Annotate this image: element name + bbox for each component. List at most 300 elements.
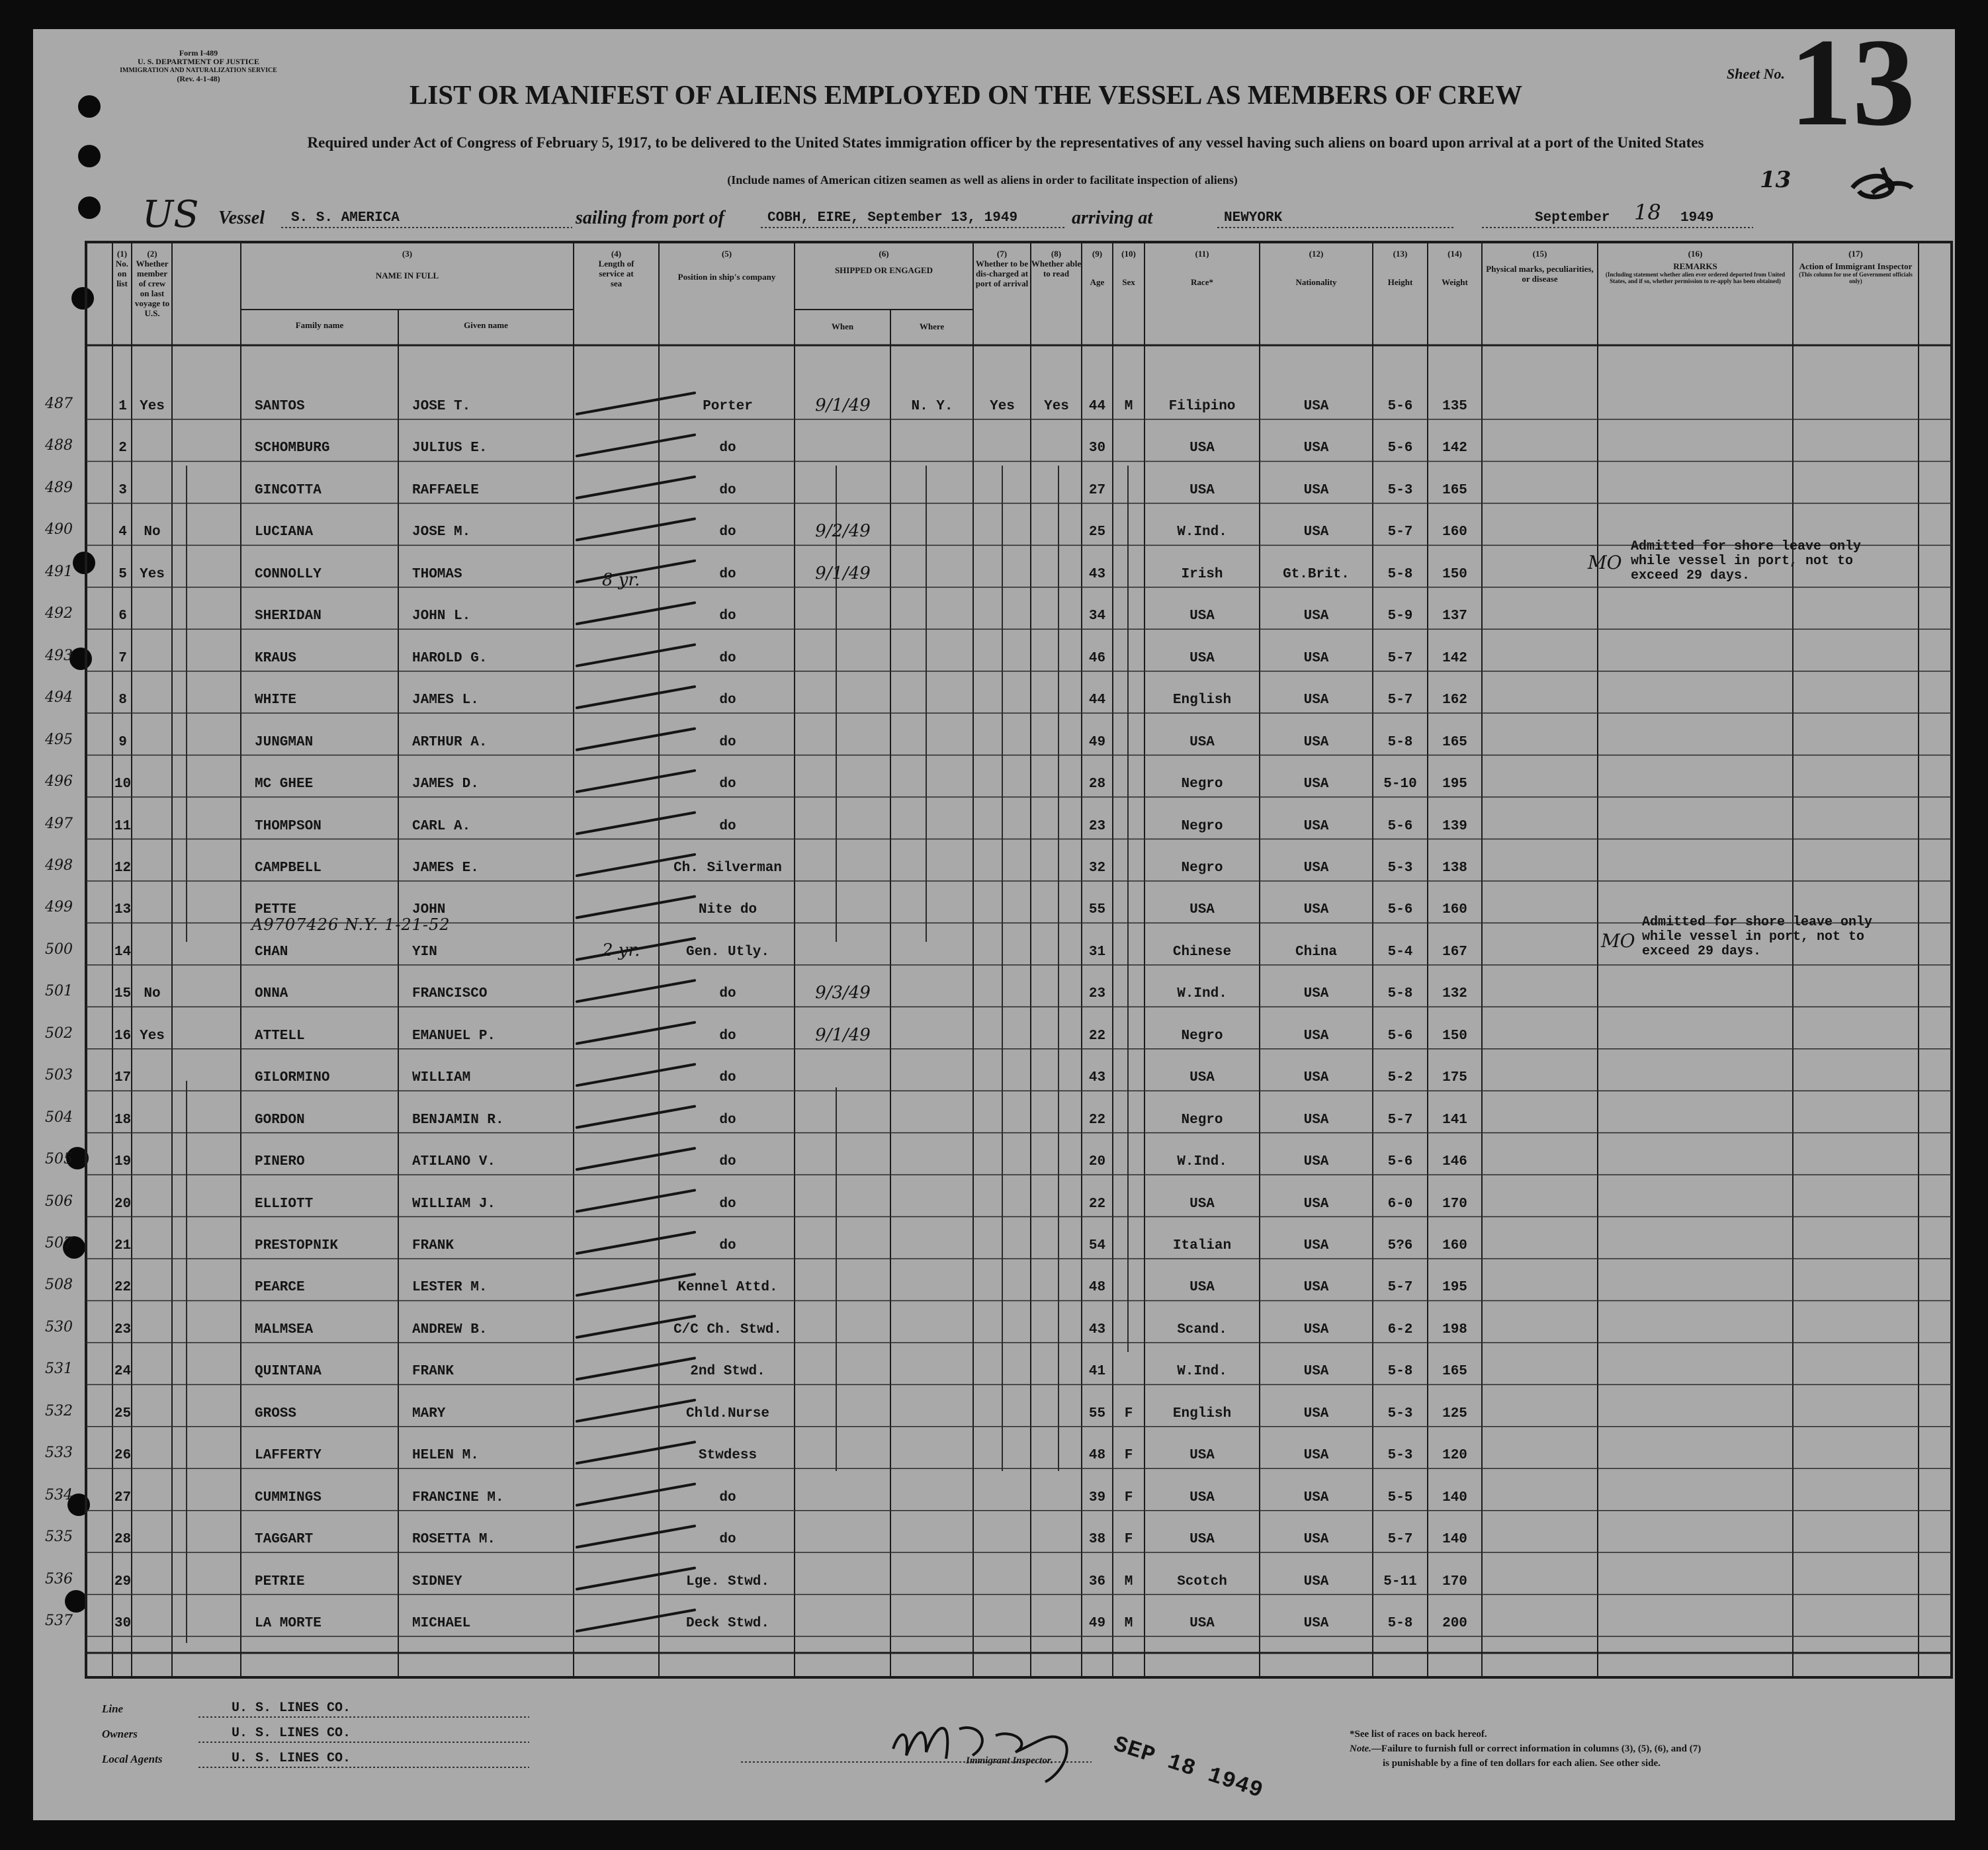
given-name: ARTHUR A.	[412, 734, 488, 750]
shipped-when: 9/3/49	[815, 983, 871, 1003]
height: 5?6	[1387, 1238, 1413, 1253]
nationality: USA	[1303, 693, 1329, 708]
header-col6-where: Where	[919, 321, 945, 331]
nationality: USA	[1303, 986, 1329, 1002]
position: do	[719, 1238, 736, 1253]
family-name: CHAN	[255, 944, 288, 960]
header-col3-given: Given name	[464, 320, 508, 330]
race: Negro	[1181, 1028, 1223, 1044]
age: 46	[1088, 650, 1106, 666]
row-number: 26	[114, 1448, 132, 1464]
age: 55	[1088, 1406, 1106, 1421]
shipped-when: 9/1/49	[815, 1025, 871, 1045]
family-name: LA MORTE	[255, 1616, 322, 1632]
header-col1: (1) No. on list	[115, 249, 129, 288]
given-name: WILLIAM J.	[412, 1196, 496, 1212]
date-stamp: SEP 18 1949	[1110, 1732, 1266, 1804]
row-number: 4	[118, 525, 127, 540]
race: W.Ind.	[1177, 1364, 1227, 1380]
sex: M	[1124, 1616, 1133, 1632]
sheet-number: 13	[1790, 13, 1915, 152]
nationality: USA	[1303, 860, 1329, 876]
nationality: USA	[1303, 1490, 1329, 1505]
given-name: FRANK	[412, 1238, 454, 1253]
header-col6-when: When	[831, 321, 854, 331]
row-number: 3	[118, 482, 127, 498]
row-number: 9	[118, 734, 127, 750]
arrival-month: September	[1535, 210, 1610, 226]
nationality: USA	[1303, 1028, 1329, 1044]
nationality: USA	[1303, 1406, 1329, 1421]
family-name: WHITE	[255, 693, 297, 708]
family-name: PEARCE	[255, 1280, 305, 1296]
sheet-number-label: Sheet No.	[1727, 65, 1785, 82]
position: do	[719, 650, 736, 666]
weight: 175	[1442, 1070, 1467, 1086]
nationality: Gt.Brit.	[1283, 566, 1350, 582]
age: 39	[1088, 1490, 1106, 1505]
last-voyage: No	[144, 525, 161, 540]
family-name: GINCOTTA	[255, 482, 322, 498]
row-number: 22	[114, 1280, 132, 1296]
given-name: ROSETTA M.	[412, 1532, 496, 1548]
height: 5-9	[1387, 609, 1413, 624]
stamp-number: 488	[45, 437, 73, 454]
footer-agents-value: U. S. LINES CO.	[232, 1751, 351, 1766]
given-name: BENJAMIN R.	[412, 1112, 504, 1128]
given-name: HELEN M.	[412, 1448, 479, 1464]
family-name: PETRIE	[255, 1574, 305, 1589]
height: 5-6	[1387, 399, 1413, 414]
nationality: USA	[1303, 1322, 1329, 1337]
row-number: 24	[114, 1364, 132, 1380]
race: USA	[1189, 1280, 1215, 1296]
header-col11: (11) Race*	[1191, 249, 1213, 287]
row-number: 29	[114, 1574, 132, 1589]
weight: 160	[1442, 902, 1467, 918]
stamp-number: 487	[45, 396, 73, 412]
height: 5-8	[1387, 734, 1413, 750]
header-col8: (8) Whether able to read	[1031, 249, 1082, 278]
age: 25	[1088, 525, 1106, 540]
header-col4: (4) Length of service at sea	[598, 249, 634, 288]
header-col13: (13) Height	[1387, 249, 1413, 287]
height: 5-3	[1387, 482, 1413, 498]
age: 34	[1088, 609, 1106, 624]
nationality: USA	[1303, 1154, 1329, 1170]
stamp-number: 505	[45, 1151, 73, 1168]
stamp-number: 531	[45, 1361, 73, 1378]
form-revision: (Rev. 4-1-48)	[177, 74, 220, 83]
given-name: EMANUEL P.	[412, 1028, 496, 1044]
age: 28	[1088, 777, 1106, 792]
handwritten-service-years: 2 yr.	[602, 941, 640, 960]
weight: 146	[1442, 1154, 1467, 1170]
height: 5-8	[1387, 566, 1413, 582]
weight: 167	[1442, 944, 1467, 960]
races-note: *See list of races on back hereof.	[1350, 1729, 1487, 1740]
nationality: USA	[1303, 1238, 1329, 1253]
punch-hole	[73, 552, 95, 574]
given-name: THOMAS	[412, 566, 462, 582]
height: 5-7	[1387, 1280, 1413, 1296]
family-name: MALMSEA	[255, 1322, 314, 1337]
given-name: JOSE M.	[412, 525, 471, 540]
age: 49	[1088, 1616, 1106, 1632]
row-number: 2	[118, 441, 127, 456]
weight: 142	[1442, 441, 1467, 456]
weight: 142	[1442, 650, 1467, 666]
stamp-number: 507	[45, 1235, 73, 1251]
weight: 200	[1442, 1616, 1467, 1632]
race: USA	[1189, 1196, 1215, 1212]
position: Lge. Stwd.	[685, 1574, 770, 1589]
stamp-number: 496	[45, 773, 73, 790]
weight: 139	[1442, 818, 1467, 834]
vessel-name: S. S. AMERICA	[291, 210, 400, 226]
height: 5-7	[1387, 525, 1413, 540]
punch-hole	[69, 648, 92, 670]
height: 5-6	[1387, 818, 1413, 834]
given-name: YIN	[412, 944, 437, 960]
vessel-label: Vessel	[218, 208, 265, 228]
position: Nite do	[698, 902, 757, 918]
family-name: ATTELL	[255, 1028, 305, 1044]
weight: 165	[1442, 1364, 1467, 1380]
position: Deck Stwd.	[685, 1616, 770, 1632]
stamp-number: 497	[45, 815, 73, 832]
race: English	[1172, 1406, 1232, 1421]
discharged: Yes	[990, 399, 1015, 414]
family-name: PINERO	[255, 1154, 305, 1170]
header-col17: (17) Action of Immigrant Inspector (This column for use of Government officials only)	[1799, 249, 1913, 284]
position: do	[719, 734, 736, 750]
given-name: RAFFAELE	[412, 482, 479, 498]
row-number: 5	[118, 566, 127, 582]
weight: 135	[1442, 399, 1467, 414]
given-name: FRANCISCO	[412, 986, 488, 1002]
weight: 165	[1442, 482, 1467, 498]
position: Porter	[703, 399, 753, 414]
given-name: ATILANO V.	[412, 1154, 496, 1170]
row-number: 18	[114, 1112, 132, 1128]
arriving-label: arriving at	[1072, 208, 1153, 228]
position: do	[719, 1154, 736, 1170]
weight: 162	[1442, 693, 1467, 708]
race: English	[1172, 693, 1232, 708]
stamp-number: 503	[45, 1067, 73, 1084]
weight: 195	[1442, 1280, 1467, 1296]
nationality: USA	[1303, 902, 1329, 918]
position: do	[719, 1490, 736, 1505]
given-name: CARL A.	[412, 818, 471, 834]
age: 43	[1088, 566, 1106, 582]
row-number: 25	[114, 1406, 132, 1421]
race: Scotch	[1177, 1574, 1227, 1589]
sex: F	[1124, 1490, 1133, 1505]
race: USA	[1189, 650, 1215, 666]
stamp-number: 537	[45, 1613, 73, 1630]
race: W.Ind.	[1177, 525, 1227, 540]
row-number: 14	[114, 944, 132, 960]
nationality: China	[1295, 944, 1337, 960]
stamp-number: 535	[45, 1529, 73, 1546]
handwritten-initials: MO	[1601, 930, 1635, 952]
sailing-port: COBH, EIRE, September 13, 1949	[767, 210, 1018, 226]
row-number: 20	[114, 1196, 132, 1212]
position: C/C Ch. Stwd.	[673, 1322, 782, 1337]
position: do	[719, 777, 736, 792]
handwritten-initials: MO	[1588, 552, 1622, 573]
header-col9: (9) Age	[1090, 249, 1105, 287]
weight: 170	[1442, 1196, 1467, 1212]
family-name: ELLIOTT	[255, 1196, 314, 1212]
weight: 198	[1442, 1322, 1467, 1337]
stamp-number: 532	[45, 1402, 73, 1419]
manifest-title: LIST OR MANIFEST OF ALIENS EMPLOYED ON THE VESSEL AS MEMBERS OF CREW	[409, 79, 1523, 110]
header-col15: (15) Physical marks, peculiarities, or disease	[1486, 249, 1594, 284]
footer-line-value: U. S. LINES CO.	[232, 1701, 351, 1716]
race: USA	[1189, 1616, 1215, 1632]
stamp-number: 499	[45, 899, 73, 916]
row-number: 27	[114, 1490, 132, 1505]
race: W.Ind.	[1177, 986, 1227, 1002]
nationality: USA	[1303, 1112, 1329, 1128]
able-to-read: Yes	[1044, 399, 1069, 414]
height: 5-6	[1387, 902, 1413, 918]
stamp-number: 489	[45, 479, 73, 496]
race: Chinese	[1172, 944, 1232, 960]
race: USA	[1189, 1532, 1215, 1548]
position: Kennel Attd.	[677, 1280, 778, 1296]
punch-hole	[71, 287, 94, 310]
height: 6-2	[1387, 1322, 1413, 1337]
row-number: 13	[114, 902, 132, 918]
race: Filipino	[1168, 399, 1236, 414]
race: Negro	[1181, 818, 1223, 834]
vessel-flag: US	[142, 193, 199, 236]
row-number: 7	[118, 650, 127, 666]
nationality: USA	[1303, 777, 1329, 792]
age: 22	[1088, 1028, 1106, 1044]
row-number: 6	[118, 609, 127, 624]
handwritten-sheet-number: 13	[1760, 167, 1792, 193]
position: do	[719, 986, 736, 1002]
nationality: USA	[1303, 1616, 1329, 1632]
nationality: USA	[1303, 609, 1329, 624]
age: 55	[1088, 902, 1106, 918]
position: do	[719, 1532, 736, 1548]
shipped-when: 9/1/49	[815, 563, 871, 583]
position: Stwdess	[698, 1448, 757, 1464]
family-name: LAFFERTY	[255, 1448, 322, 1464]
age: 22	[1088, 1196, 1106, 1212]
race: Scand.	[1177, 1322, 1227, 1337]
position: do	[719, 566, 736, 582]
height: 5-3	[1387, 1406, 1413, 1421]
position: do	[719, 693, 736, 708]
family-name: TAGGART	[255, 1532, 314, 1548]
stamp-number: 491	[45, 563, 73, 580]
header-col2: (2) Whether member of crew on last voyage to U.S.	[134, 249, 170, 318]
height: 5-10	[1383, 777, 1417, 792]
row-number: 10	[114, 777, 132, 792]
age: 54	[1088, 1238, 1106, 1253]
age: 32	[1088, 860, 1106, 876]
height: 5-11	[1383, 1574, 1417, 1589]
weight: 141	[1442, 1112, 1467, 1128]
remark-shore-leave: Admitted for shore leave only while vessel in port, not to exceed 29 days.	[1631, 539, 1862, 583]
height: 5-7	[1387, 1532, 1413, 1548]
given-name: JAMES E.	[412, 860, 479, 876]
vessel-line-rules	[33, 29, 1955, 241]
service-name: IMMIGRATION AND NATURALIZATION SERVICE	[120, 67, 277, 74]
height: 5-3	[1387, 1448, 1413, 1464]
arrival-port: NEWYORK	[1224, 210, 1283, 226]
height: 5-8	[1387, 1364, 1413, 1380]
weight: 120	[1442, 1448, 1467, 1464]
header-col6: (6) SHIPPED OR ENGAGED	[834, 249, 933, 275]
age: 27	[1088, 482, 1106, 498]
row-number: 21	[114, 1238, 132, 1253]
height: 5-6	[1387, 1154, 1413, 1170]
header-col16: (16) REMARKS (Including statement whether alien ever ordered deported from United States, and if so, whether permission to re-apply has been obtained)	[1605, 249, 1786, 284]
nationality: USA	[1303, 399, 1329, 414]
given-name: HAROLD G.	[412, 650, 488, 666]
given-name: JOSE T.	[412, 399, 471, 414]
weight: 132	[1442, 986, 1467, 1002]
header-col12: (12) Nationality	[1295, 249, 1337, 287]
family-name: MC GHEE	[255, 777, 314, 792]
arrival-day: 18	[1634, 200, 1661, 225]
row-number: 28	[114, 1532, 132, 1548]
age: 48	[1088, 1280, 1106, 1296]
nationality: USA	[1303, 734, 1329, 750]
given-name: JOHN	[412, 902, 446, 918]
stamp-number: 495	[45, 731, 73, 748]
given-name: JAMES L.	[412, 693, 479, 708]
given-name: LESTER M.	[412, 1280, 488, 1296]
position: Ch. Silverman	[673, 860, 782, 876]
age: 30	[1088, 441, 1106, 456]
stamp-number: 533	[45, 1445, 73, 1462]
weight: 137	[1442, 609, 1467, 624]
header-col5: (5) Position in ship's company	[677, 249, 776, 282]
family-name: SCHOMBURG	[255, 441, 330, 456]
family-name: GORDON	[255, 1112, 305, 1128]
weight: 170	[1442, 1574, 1467, 1589]
header-col14: (14) Weight	[1442, 249, 1468, 287]
family-name: QUINTANA	[255, 1364, 322, 1380]
age: 36	[1088, 1574, 1106, 1589]
nationality: USA	[1303, 1532, 1329, 1548]
age: 48	[1088, 1448, 1106, 1464]
weight: 195	[1442, 777, 1467, 792]
stamp-number: 498	[45, 857, 73, 874]
age: 31	[1088, 944, 1106, 960]
age: 43	[1088, 1070, 1106, 1086]
position: Chld.Nurse	[685, 1406, 770, 1421]
given-name: JULIUS E.	[412, 441, 488, 456]
weight: 160	[1442, 525, 1467, 540]
race: USA	[1189, 609, 1215, 624]
nationality: USA	[1303, 1196, 1329, 1212]
manifest-subtitle: Required under Act of Congress of February 5, 1917, to be delivered to the United States immigration officer by the representatives of any vessel having such aliens on board upon arrival at a port of the United States	[307, 134, 1704, 151]
last-voyage: Yes	[140, 1028, 165, 1044]
weight: 138	[1442, 860, 1467, 876]
family-name: ONNA	[255, 986, 288, 1002]
age: 23	[1088, 986, 1106, 1002]
position: do	[719, 1196, 736, 1212]
race: USA	[1189, 482, 1215, 498]
stamp-number: 494	[45, 689, 73, 706]
punch-hole	[65, 1590, 87, 1613]
given-name: MARY	[412, 1406, 446, 1421]
sex: F	[1124, 1448, 1133, 1464]
position: do	[719, 818, 736, 834]
nationality: USA	[1303, 1364, 1329, 1380]
given-name: ANDREW B.	[412, 1322, 488, 1337]
weight: 140	[1442, 1532, 1467, 1548]
nationality: USA	[1303, 441, 1329, 456]
position: do	[719, 482, 736, 498]
footer-agents-label: Local Agents	[102, 1753, 163, 1765]
race: Italian	[1172, 1238, 1232, 1253]
family-name: SHERIDAN	[255, 609, 322, 624]
family-name: THOMPSON	[255, 818, 322, 834]
height: 5-5	[1387, 1490, 1413, 1505]
race: W.Ind.	[1177, 1154, 1227, 1170]
position: 2nd Stwd.	[690, 1364, 765, 1380]
family-name: LUCIANA	[255, 525, 314, 540]
weight: 165	[1442, 734, 1467, 750]
header-col3-family: Family name	[295, 320, 344, 330]
height: 5-6	[1387, 441, 1413, 456]
height: 5-4	[1387, 944, 1413, 960]
sex: M	[1124, 1574, 1133, 1589]
height: 5-8	[1387, 986, 1413, 1002]
form-number: Form I-489	[179, 48, 218, 58]
given-name: FRANCINE M.	[412, 1490, 504, 1505]
given-name: JOHN L.	[412, 609, 471, 624]
shipped-when: 9/1/49	[815, 396, 871, 415]
position: Gen. Utly.	[685, 944, 770, 960]
row-number: 1	[118, 399, 127, 414]
header-col3: (3) NAME IN FULL	[375, 249, 439, 280]
position: do	[719, 1070, 736, 1086]
age: 49	[1088, 734, 1106, 750]
given-name: MICHAEL	[412, 1616, 471, 1632]
stamp-number: 502	[45, 1025, 73, 1042]
age: 38	[1088, 1532, 1106, 1548]
height: 5-7	[1387, 650, 1413, 666]
nationality: USA	[1303, 525, 1329, 540]
position: do	[719, 1112, 736, 1128]
given-name: JAMES D.	[412, 777, 479, 792]
family-name: GILORMINO	[255, 1070, 330, 1086]
last-voyage: Yes	[140, 566, 165, 582]
race: USA	[1189, 734, 1215, 750]
race: USA	[1189, 1490, 1215, 1505]
nationality: USA	[1303, 1280, 1329, 1296]
nationality: USA	[1303, 482, 1329, 498]
weight: 160	[1442, 1238, 1467, 1253]
stamp-number: 504	[45, 1109, 73, 1126]
weight: 125	[1442, 1406, 1467, 1421]
sex: F	[1124, 1406, 1133, 1421]
position: do	[719, 609, 736, 624]
inspector-label: Immigrant Inspector.	[966, 1755, 1053, 1766]
